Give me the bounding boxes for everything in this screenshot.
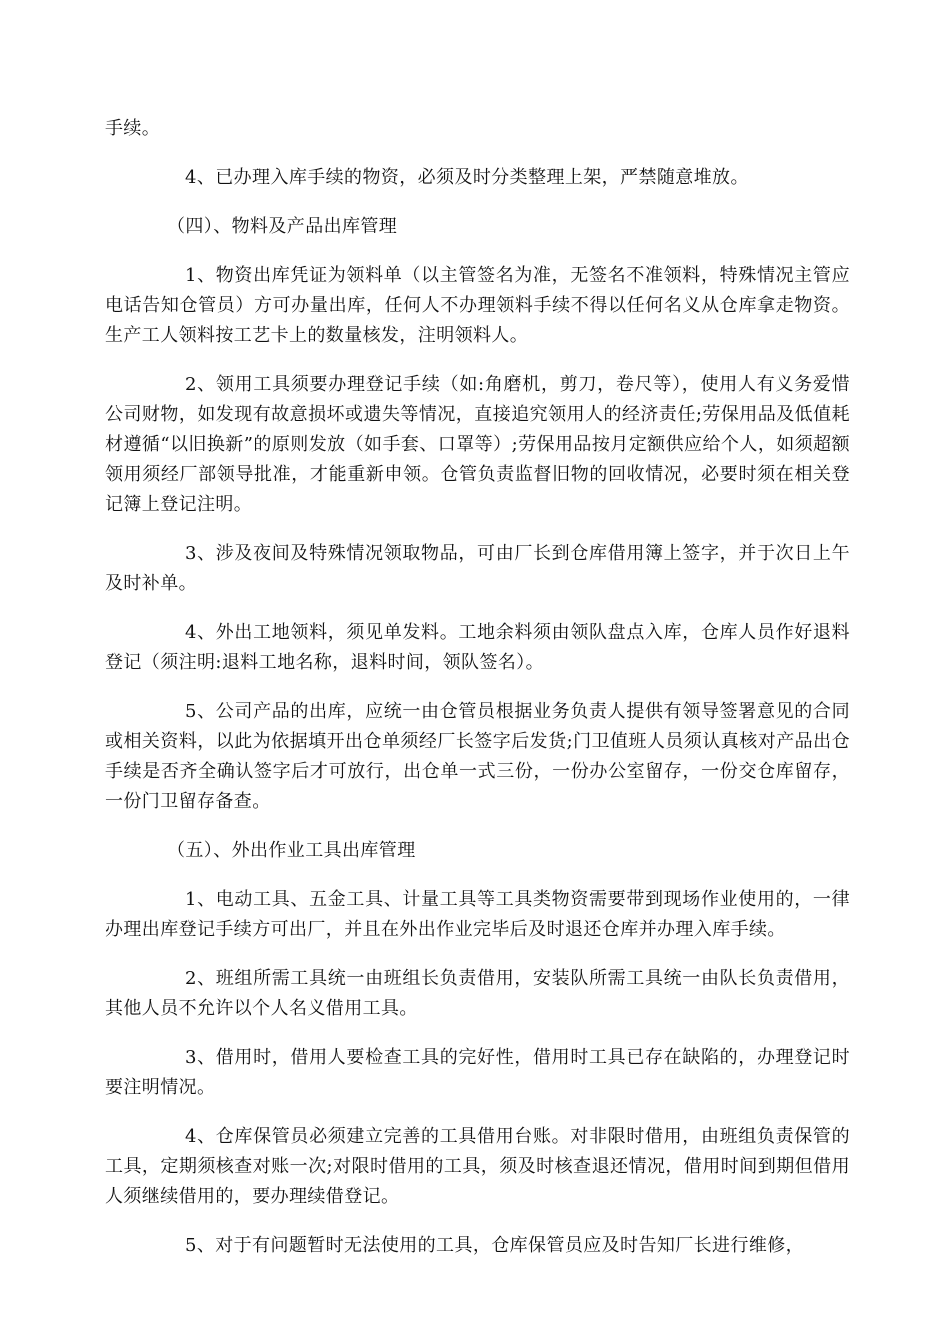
- paragraph-item: 4、外出工地领料，须见单发料。工地余料须由领队盘点入库，仓库人员作好退料登记（须注明:退料工地名称，退料时间，领队签名）。: [105, 622, 850, 673]
- paragraph-item: 2、班组所需工具统一由班组长负责借用，安装队所需工具统一由队长负责借用，其他人员不允许以个人名义借用工具。: [105, 968, 850, 1019]
- section-heading: （四）、物料及产品出库管理: [167, 216, 398, 237]
- paragraph-item: 5、公司产品的出库，应统一由仓管员根据业务负责人提供有领导签署意见的合同或相关资料，以此为依据填开出仓单须经厂长签字后发货;门卫值班人员须认真核对产品出仓手续是否齐全确认签字后才可放行，出仓单一式三份，一份办公室留存，一份交仓库留存，一份门卫留存备查。: [105, 701, 850, 812]
- paragraph-item: 3、借用时，借用人要检查工具的完好性，借用时工具已存在缺陷的，办理登记时要注明情况。: [105, 1047, 850, 1098]
- paragraph-item: 4、仓库保管员必须建立完善的工具借用台账。对非限时借用，由班组负责保管的工具，定期须核查对账一次;对限时借用的工具，须及时核查退还情况，借用时间到期但借用人须继续借用的，要办理续借登记。: [105, 1126, 850, 1207]
- paragraph-item: 2、领用工具须要办理登记手续（如:角磨机，剪刀，卷尺等），使用人有义务爱惜公司财物，如发现有故意损坏或遗失等情况，直接追究领用人的经济责任;劳保用品及低值耗材遵循“以旧换新”的原则发放（如手套、口罩等）;劳保用品按月定额供应给个人，如须超额领用须经厂部领导批准，才能重新申领。仓管负责监督旧物的回收情况，必要时须在相关登记簿上登记注明。: [105, 374, 850, 515]
- section-heading: （五）、外出作业工具出库管理: [167, 840, 416, 861]
- paragraph-item: 1、物资出库凭证为领料单（以主管签名为准，无签名不准领料，特殊情况主管应电话告知仓管员）方可办量出库，任何人不办理领料手续不得以任何名义从仓库拿走物资。生产工人领料按工艺卡上的数量核发，注明领料人。: [105, 265, 850, 346]
- paragraph-item: 1、电动工具、五金工具、计量工具等工具类物资需要带到现场作业使用的，一律办理出库登记手续方可出厂，并且在外出作业完毕后及时退还仓库并办理入库手续。: [105, 889, 850, 940]
- paragraph-item: 3、涉及夜间及特殊情况领取物品，可由厂长到仓库借用簿上签字，并于次日上午及时补单。: [105, 543, 850, 594]
- paragraph-item: 5、对于有问题暂时无法使用的工具，仓库保管员应及时告知厂长进行维修，: [185, 1235, 805, 1256]
- paragraph-item: 4、已办理入库手续的物资，必须及时分类整理上架，严禁随意堆放。: [185, 167, 749, 188]
- document-body: [105, 114, 850, 1280]
- paragraph-continuation: 手续。: [105, 118, 161, 139]
